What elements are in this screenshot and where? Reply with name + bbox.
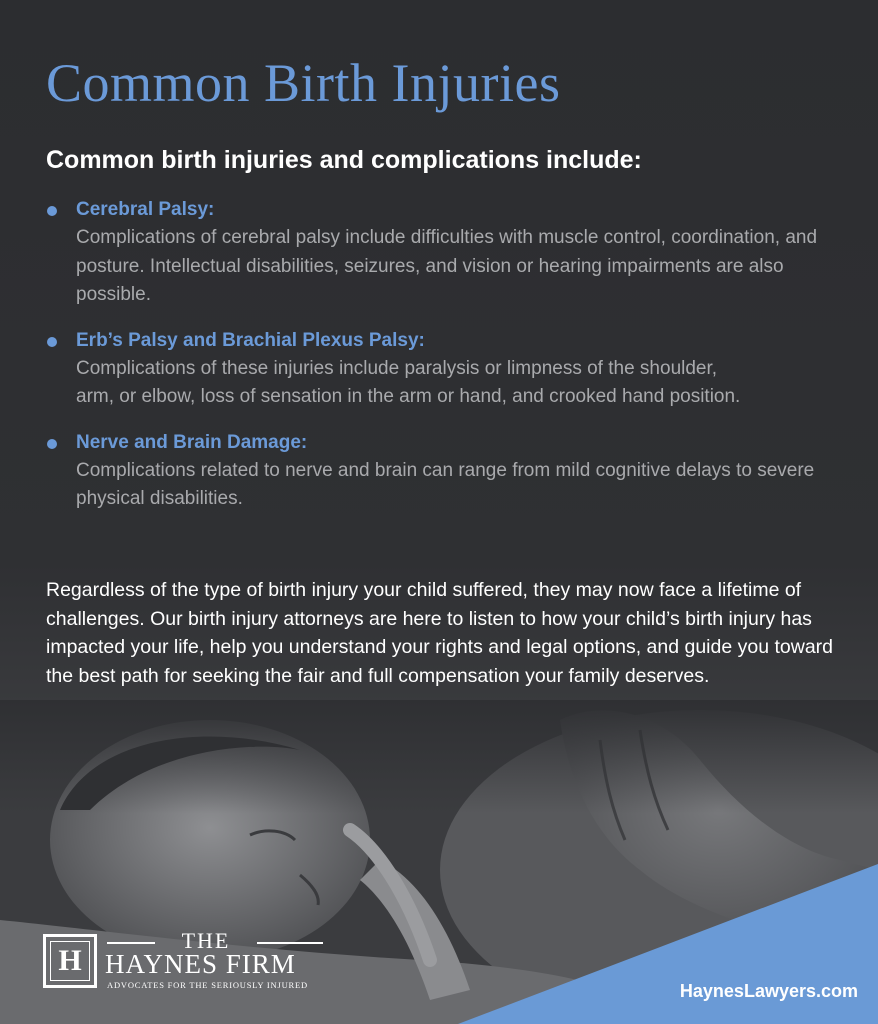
bullet-icon (47, 206, 57, 216)
injury-description: Complications of cerebral palsy include difficulties with muscle control, coordination, and posture. Intellectual disabilities, seizures, and vision or hearing impairments are also possible. (76, 227, 818, 305)
bullet-icon (47, 337, 57, 347)
logo-monogram-box (43, 934, 97, 988)
logo-rule-right (257, 942, 323, 944)
logo-tagline: ADVOCATES FOR THE SERIOUSLY INJURED (107, 980, 308, 990)
closing-paragraph: Regardless of the type of birth injury your child suffered, they may now face a lifetime of challenges. Our birth injury attorneys are here to listen to how your child’s birth injury has impacted your life, help you understand your rights and legal options, and guide you toward the best path for seeking the fair and full compensation your family deserves. (46, 579, 833, 687)
injury-description: Complications of these injuries include paralysis or limpness of the shoulder, arm, or elbow, loss of sensation in the arm or hand, and crooked hand position. (76, 357, 741, 407)
injury-description: Complications related to nerve and brain can range from mild cognitive delays to severe physical disabilities. (76, 459, 815, 509)
section-subtitle: Common birth injuries and complications include: (46, 146, 642, 174)
list-item (46, 196, 846, 310)
list-item (46, 429, 846, 514)
bullet-icon (47, 439, 57, 449)
website-link[interactable]: HaynesLawyers.com (679, 981, 858, 1001)
logo-firm-name: HAYNES FIRM (105, 949, 296, 979)
logo-the: THE (181, 928, 231, 953)
injury-name: Cerebral Palsy: (76, 199, 215, 220)
injury-name: Nerve and Brain Damage: (76, 431, 308, 453)
logo-monogram: H (50, 941, 90, 981)
haynes-firm-logo (43, 928, 333, 994)
injury-name: Erb’s Palsy and Brachial Plexus Palsy: (76, 329, 425, 351)
page-title: Common Birth Injuries (46, 53, 561, 113)
injury-list (46, 196, 846, 531)
list-item (46, 327, 846, 412)
